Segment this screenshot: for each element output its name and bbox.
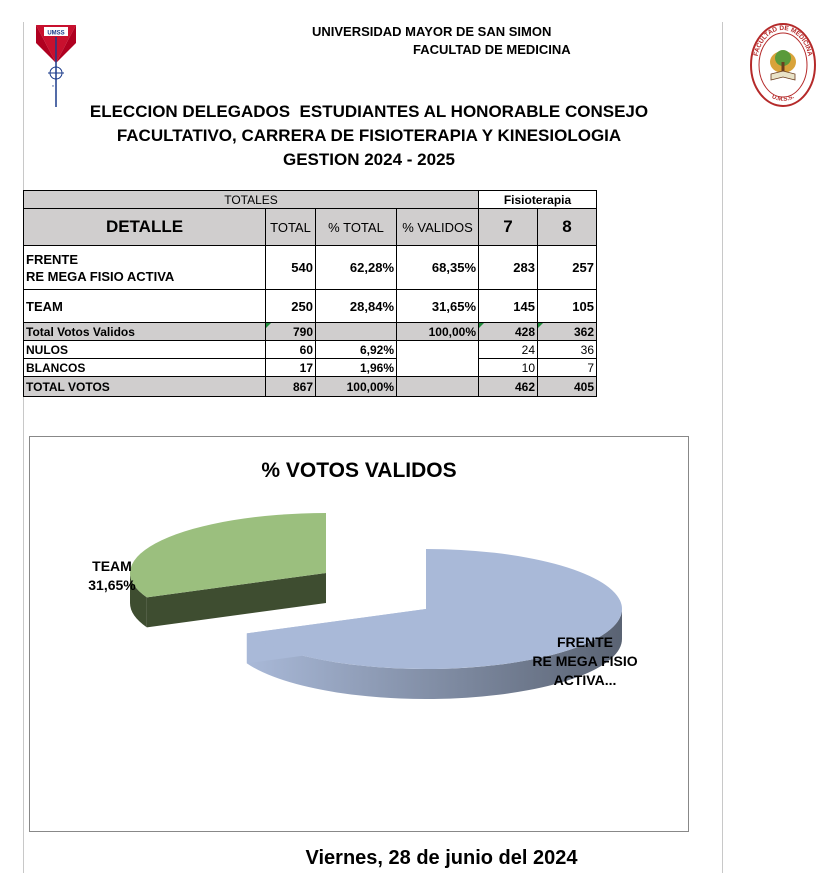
- frente-name-cell: [24, 246, 266, 290]
- total-votos-total: 867: [266, 377, 316, 397]
- col-total-header: TOTAL: [266, 209, 316, 246]
- total-votos-pct-total: 100,00%: [316, 377, 397, 397]
- frente-pct-validos: 68,35%: [397, 246, 479, 290]
- team-total: 250: [266, 290, 316, 323]
- nulos-sem7: 24: [479, 341, 538, 359]
- frente-total: 540: [266, 246, 316, 290]
- validos-pct-total-empty: [316, 323, 397, 341]
- blancos-name: BLANCOS: [24, 359, 266, 377]
- table-column-header-row: [24, 209, 597, 246]
- totales-header: TOTALES: [24, 191, 479, 209]
- frente-pct-total: 62,28%: [316, 246, 397, 290]
- fisioterapia-header: Fisioterapia: [479, 191, 597, 209]
- team-label: [82, 557, 142, 595]
- team-pct-total: 28,84%: [316, 290, 397, 323]
- col-pct-total-header: % TOTAL: [316, 209, 397, 246]
- nulos-total: 60: [266, 341, 316, 359]
- table-row-frente: [24, 246, 597, 290]
- table-row-blancos: [24, 359, 597, 377]
- frente-label-line1: FRENTE: [557, 634, 613, 650]
- chart-title: % VOTOS VALIDOS: [261, 459, 457, 482]
- footer: [0, 847, 828, 870]
- col-detalle-header: DETALLE: [24, 209, 266, 246]
- table-row-nulos: [24, 341, 597, 359]
- results-table: [23, 190, 597, 397]
- pie-chart-box: [29, 436, 689, 832]
- title-line-2: FACULTATIVO, CARRERA DE FISIOTERAPIA Y KINESIOLOGIA: [116, 126, 622, 145]
- nulos-pct-total: 6,92%: [316, 341, 397, 359]
- svg-text:U.M.S.S.: U.M.S.S.: [770, 94, 796, 103]
- total-votos-sem8: 405: [538, 377, 597, 397]
- faculty-seal-logo: [749, 22, 817, 113]
- validos-pct-validos: 100,00%: [397, 323, 479, 341]
- total-votos-sem7: 462: [479, 377, 538, 397]
- total-votos-pct-validos-empty: [397, 377, 479, 397]
- team-label-pct: 31,65%: [88, 577, 136, 593]
- frente-label-line3: ACTIVA...: [553, 672, 617, 688]
- col-semester-7-header: 7: [479, 209, 538, 246]
- nulos-name: NULOS: [24, 341, 266, 359]
- col-semester-8-header: 8: [538, 209, 597, 246]
- frente-sem7: 283: [479, 246, 538, 290]
- frente-label: [520, 633, 650, 690]
- footer-date: Viernes, 28 de junio del 2024: [305, 847, 578, 869]
- page-right-border: [722, 22, 723, 873]
- blancos-sem8: 7: [538, 359, 597, 377]
- table-row-validos: [24, 323, 597, 341]
- team-pct-validos: 31,65%: [397, 290, 479, 323]
- nulos-blancos-pct-validos-empty: [397, 341, 479, 377]
- table-row-team: [24, 290, 597, 323]
- blancos-total: 17: [266, 359, 316, 377]
- title-line-1: ELECCION DELEGADOS ESTUDIANTES AL HONORABLE CONSEJO: [89, 102, 649, 121]
- team-label-name: TEAM: [92, 558, 132, 574]
- team-sem8: 105: [538, 290, 597, 323]
- nulos-sem8: 36: [538, 341, 597, 359]
- total-votos-name: TOTAL VOTOS: [24, 377, 266, 397]
- validos-name: Total Votos Validos: [24, 323, 266, 341]
- validos-total: 790: [266, 323, 316, 341]
- frente-name-line2: RE MEGA FISIO ACTIVA: [26, 268, 175, 284]
- blancos-pct-total: 1,96%: [316, 359, 397, 377]
- frente-sem8: 257: [538, 246, 597, 290]
- frente-name-line1: FRENTE: [26, 251, 78, 267]
- university-name: UNIVERSIDAD MAYOR DE SAN SIMON: [312, 24, 552, 39]
- umss-logo-text: UMSS: [47, 30, 65, 37]
- validos-sem8: 362: [538, 323, 597, 341]
- title-line-3: GESTION 2024 - 2025: [283, 150, 455, 169]
- table-row-total-votos: [24, 377, 597, 397]
- col-pct-validos-header: % VALIDOS: [397, 209, 479, 246]
- validos-sem7: 428: [479, 323, 538, 341]
- svg-text:*: *: [52, 85, 54, 91]
- svg-text:FACULTAD DE MEDICINA: FACULTAD DE MEDICINA: [752, 24, 814, 57]
- frente-label-line2: RE MEGA FISIO: [532, 653, 638, 669]
- blancos-sem7: 10: [479, 359, 538, 377]
- faculty-name: FACULTAD DE MEDICINA: [413, 42, 571, 57]
- team-name: TEAM: [24, 290, 266, 323]
- page-title: [24, 100, 714, 172]
- team-sem7: 145: [479, 290, 538, 323]
- table-group-header-row: [24, 191, 597, 209]
